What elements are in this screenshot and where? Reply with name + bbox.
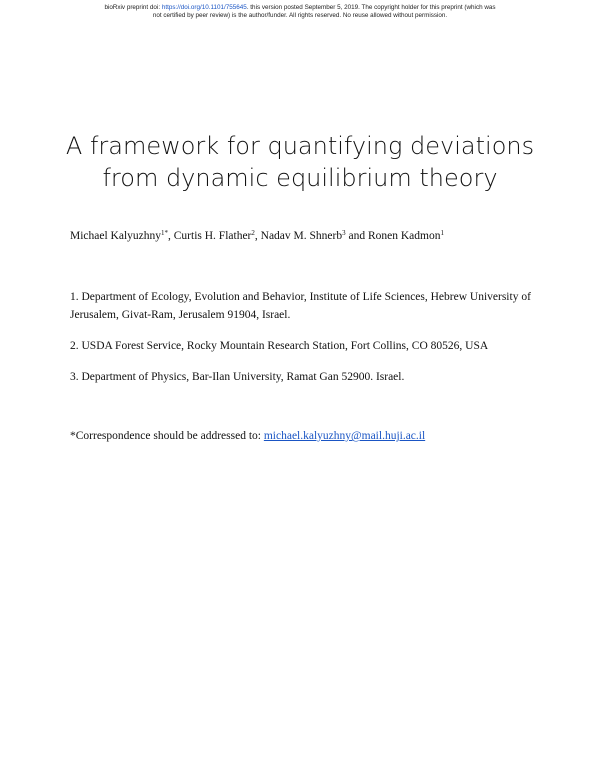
author-name: Michael Kalyuzhny [70,230,162,242]
author-name: Curtis H. Flather [173,230,252,242]
author-separator: , [168,230,174,242]
preprint-header-line-2: not certified by peer review) is the author/funder. All rights reserved. No reuse allowed without permission. [152,12,448,19]
author-affiliation-mark: 1 [440,229,444,237]
preprint-posted-text: . this version posted September 5, 2019. The copyright holder for this preprint (which was [246,4,496,11]
correspondence-label: *Correspondence should be addressed to: [70,430,264,442]
paper-title [0,130,600,194]
preprint-header-line-1 [0,4,600,12]
author-list [70,229,444,243]
author-affiliation-mark: 1* [161,229,169,237]
author-name: Nadav M. Shnerb [260,230,343,242]
affiliation-2: 2. USDA Forest Service, Rocky Mountain Research Station, Fort Collins, CO 80526, USA [70,340,489,352]
paper-title-line-1: A framework for quantifying deviations [65,132,535,160]
correspondence-note [70,428,425,444]
author-affiliation-mark: 3 [342,229,346,237]
affiliation-3: 3. Department of Physics, Bar-Ilan University, Ramat Gan 52900. Israel. [70,371,405,383]
affiliation-1: 1. Department of Ecology, Evolution and Behavior, Institute of Life Sciences, Hebrew University of Jerusalem, Givat-Ram, Jerusalem 91904, Israel. [70,291,531,321]
preprint-header [0,4,600,20]
author-separator: and [345,230,368,242]
author-name: Ronen Kadmon [367,230,441,242]
paper-title-line-2: from dynamic equilibrium theory [102,164,498,192]
author-affiliation-mark: 2 [251,229,255,237]
author-separator: , [254,230,261,242]
preprint-prefix: bioRxiv preprint doi: [104,4,162,11]
correspondence-email-link[interactable]: michael.kalyuzhny@mail.huji.ac.il [263,430,426,442]
doi-link[interactable]: https://doi.org/10.1101/755645 [161,4,247,11]
